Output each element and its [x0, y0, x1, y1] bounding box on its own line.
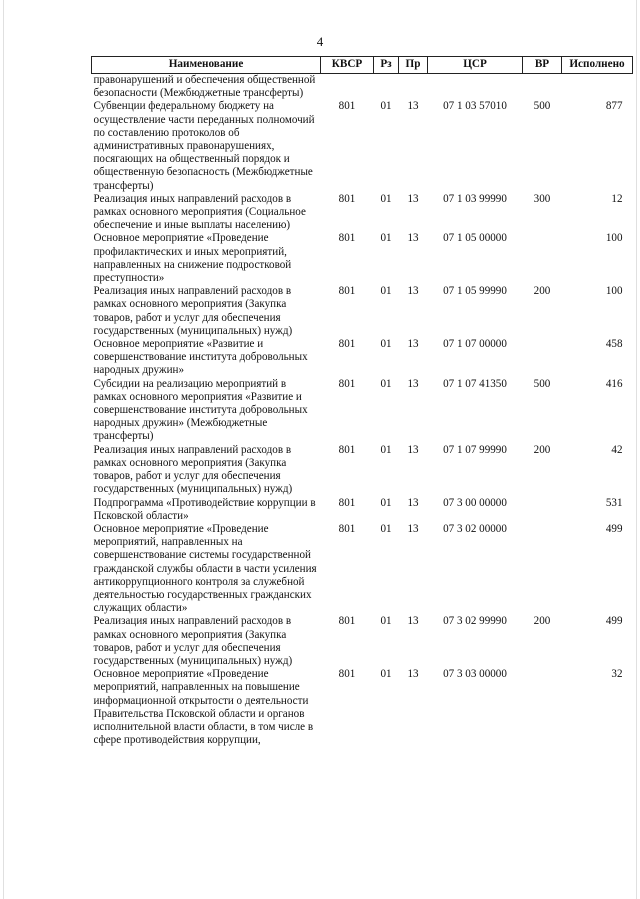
cell-kvsr: 801	[338, 377, 356, 390]
cell-rz: 01	[380, 668, 392, 681]
cell-kvsr: 801	[338, 522, 356, 535]
cell-rz: 01	[380, 100, 392, 113]
cell-pr: 13	[407, 443, 419, 456]
cell-vr	[523, 523, 562, 615]
cell-kvsr: 801	[338, 232, 356, 245]
cell-vr	[523, 232, 562, 285]
cell-name: Реализация иных направлений расходов в рамках основного мероприятия (Закупка товаров, работ и услуг для обеспечения государственных (муниципальных) нужд)	[93, 615, 293, 667]
cell-vr: 300	[533, 192, 551, 205]
cell-name: Реализация иных направлений расходов в рамках основного мероприятия (Закупка товаров, работ и услуг для обеспечения государственных (муниципальных) нужд)	[93, 285, 293, 337]
cell-vr: 500	[533, 377, 551, 390]
cell-name: Основное мероприятие «Проведение мероприятий, направленных на совершенствование системы государственной гражданской службы области в части усиления антикоррупционного контроля за служебной деятельностью государственных гражданских служащих области»	[93, 522, 317, 615]
table-row	[92, 523, 633, 615]
cell-name: Основное мероприятие «Проведение профилактических и иных мероприятий, направленных на снижение подростковой преступности»	[93, 232, 292, 285]
col-header-done: Исполнено	[562, 57, 633, 74]
cell-pr: 13	[407, 668, 419, 681]
cell-name: Подпрограмма «Противодействие коррупции в Псковской области»	[93, 496, 316, 522]
cell-csr: 07 1 07 99990	[443, 443, 507, 456]
cell-rz	[374, 74, 399, 101]
cell-pr	[399, 74, 428, 101]
cell-csr: 07 1 07 00000	[443, 338, 507, 351]
cell-done: 458	[605, 338, 623, 351]
cell-vr	[523, 497, 562, 523]
table-row	[92, 232, 633, 285]
cell-name: Основное мероприятие «Проведение мероприятий, направленных на повышение информационной открытости о деятельности Правительства Псковской области и органов исполнительной власти области, в том числе в сфере противодействия коррупции,	[93, 668, 314, 747]
cell-done: 100	[605, 285, 623, 298]
cell-pr: 13	[407, 522, 419, 535]
cell-kvsr: 801	[338, 100, 356, 113]
page-number: 4	[316, 34, 324, 49]
cell-done: 499	[605, 615, 623, 628]
table-row	[92, 668, 633, 747]
cell-kvsr: 801	[338, 338, 356, 351]
col-header-kvsr: КВСР	[321, 57, 374, 74]
table-row	[92, 100, 633, 192]
cell-kvsr	[321, 74, 374, 101]
cell-kvsr: 801	[338, 615, 356, 628]
cell-done: 32	[611, 668, 623, 681]
cell-done: 42	[611, 443, 623, 456]
table-row	[92, 615, 633, 668]
cell-csr: 07 1 05 99990	[443, 285, 507, 298]
cell-vr: 500	[533, 100, 551, 113]
cell-csr: 07 1 05 00000	[443, 232, 507, 245]
cell-rz: 01	[380, 285, 392, 298]
col-header-rz: Рз	[374, 57, 399, 74]
table-row	[92, 74, 633, 101]
cell-name: Субсидии на реализацию мероприятий в рамках основного мероприятия «Развитие и совершенствование института добровольных народных дружин» (Межбюджетные трансферты)	[93, 377, 308, 443]
cell-done: 416	[605, 377, 623, 390]
cell-csr	[428, 74, 523, 101]
cell-kvsr: 801	[338, 668, 356, 681]
cell-done: 877	[605, 100, 623, 113]
col-header-csr: ЦСР	[428, 57, 523, 74]
cell-done	[562, 74, 633, 101]
cell-kvsr: 801	[338, 496, 356, 509]
cell-pr: 13	[407, 285, 419, 298]
cell-csr: 07 3 02 00000	[443, 522, 507, 535]
cell-rz: 01	[380, 615, 392, 628]
cell-vr: 200	[533, 443, 551, 456]
cell-csr: 07 1 07 41350	[443, 377, 507, 390]
cell-pr: 13	[407, 377, 419, 390]
cell-name: правонарушений и обеспечения общественной безопасности (Межбюджетные трансферты)	[93, 74, 316, 100]
cell-csr: 07 1 03 57010	[443, 100, 507, 113]
cell-vr: 200	[533, 615, 551, 628]
cell-kvsr: 801	[338, 192, 356, 205]
cell-rz: 01	[380, 377, 392, 390]
col-header-pr: Пр	[399, 57, 428, 74]
cell-rz: 01	[380, 496, 392, 509]
cell-vr: 200	[533, 285, 551, 298]
table-row	[92, 285, 633, 338]
table-row	[92, 497, 633, 523]
table-row	[92, 444, 633, 497]
cell-done: 12	[611, 192, 623, 205]
cell-pr: 13	[407, 615, 419, 628]
table-row	[92, 338, 633, 378]
cell-pr: 13	[407, 100, 419, 113]
cell-pr: 13	[407, 338, 419, 351]
cell-pr: 13	[407, 496, 419, 509]
cell-done: 499	[605, 522, 623, 535]
cell-vr	[523, 338, 562, 378]
cell-name: Реализация иных направлений расходов в рамках основного мероприятия (Закупка товаров, работ и услуг для обеспечения государственных (муниципальных) нужд)	[93, 443, 293, 496]
col-header-name: Наименование	[92, 57, 321, 74]
col-header-vr: ВР	[523, 57, 562, 74]
cell-vr	[523, 668, 562, 747]
scan-edge-right	[636, 0, 637, 899]
cell-name: Основное мероприятие «Развитие и совершенствование института добровольных народных дружин»	[93, 338, 308, 377]
cell-rz: 01	[380, 192, 392, 205]
scan-edge-left	[3, 0, 4, 899]
cell-rz: 01	[380, 443, 392, 456]
cell-kvsr: 801	[338, 443, 356, 456]
cell-pr: 13	[407, 192, 419, 205]
cell-rz: 01	[380, 232, 392, 245]
table-header-row	[92, 57, 633, 74]
table-row	[92, 193, 633, 233]
cell-csr: 07 1 03 99990	[443, 192, 507, 205]
table-row	[92, 378, 633, 444]
cell-csr: 07 3 00 00000	[443, 496, 507, 509]
cell-csr: 07 3 03 00000	[443, 668, 507, 681]
cell-kvsr: 801	[338, 285, 356, 298]
cell-name: Субвенции федеральному бюджету на осуществление части переданных полномочий по составлению протоколов об административных правонарушениях, посягающих на общественный порядок и общественную безопасность (Межбюджетные трансферты)	[93, 100, 315, 192]
cell-rz: 01	[380, 338, 392, 351]
cell-pr: 13	[407, 232, 419, 245]
cell-done: 531	[605, 496, 623, 509]
table-body	[92, 74, 633, 748]
cell-name: Реализация иных направлений расходов в рамках основного мероприятия (Социальное обеспечение и иные выплаты населению)	[93, 192, 306, 232]
expenditure-table	[91, 56, 633, 747]
cell-vr	[523, 74, 562, 101]
cell-rz: 01	[380, 522, 392, 535]
cell-csr: 07 3 02 99990	[443, 615, 507, 628]
cell-done: 100	[605, 232, 623, 245]
